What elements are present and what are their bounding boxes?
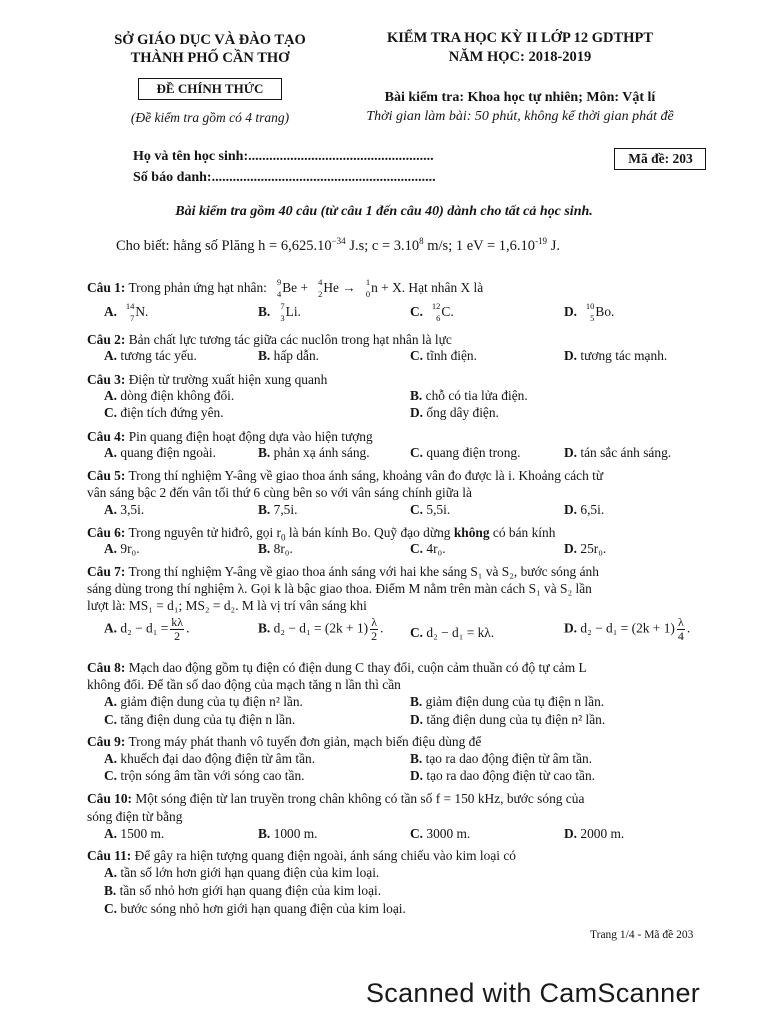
he-nucleus-numbers: 4 2 (318, 277, 323, 299)
q10-option-a[interactable]: A. 1500 m. (104, 826, 165, 841)
question-6: Câu 6: Trong nguyên tử hiđrô, gọi $r_0$ là bán kính Bo. Quỹ đạo dừng không có bán kính (87, 525, 556, 543)
question-7: Câu 7: Trong thí nghiệm Y-âng về giao thoa ánh sáng với hai khe sáng S₁ và S₂, bước sóng ánh (87, 564, 599, 579)
q5-option-a[interactable]: A. 3,5i. (104, 502, 145, 517)
be-symbol: Be (282, 280, 298, 295)
q5-option-c[interactable]: C. 5,5i. (410, 502, 451, 517)
c-exponent: 8 (419, 236, 424, 247)
q2-option-b[interactable]: B. hấp dẫn. (258, 348, 320, 363)
q5-option-b[interactable]: B. 7,5i. (258, 502, 298, 517)
q4-option-b[interactable]: B. phản xạ ánh sáng. (258, 445, 370, 460)
dept-line-2: THÀNH PHỐ CẦN THƠ (130, 50, 290, 66)
question-5-line-2: vân sáng bậc 2 đến vân tối thứ 6 cùng bên so với vân sáng chính giữa là (87, 485, 472, 500)
q4-option-d[interactable]: D. tán sắc ánh sáng. (564, 445, 672, 460)
q1-reaction-tail: n + X. Hạt nhân X là (371, 280, 484, 295)
q11-option-a[interactable]: A. tần số lớn hơn giới hạn quang điện của kim loại. (104, 865, 380, 880)
question-5: Câu 5: Trong thí nghiệm Y-âng về giao thoa ánh sáng, khoảng vân đo được là i. Khoảng cách từ (87, 468, 604, 483)
q7-option-a[interactable]: A. d₂ − d₁ = $\frac{k\lambda}{2}$ . (104, 615, 190, 643)
q9-option-c[interactable]: C. trộn sóng âm tần với sóng cao tần. (104, 768, 305, 783)
constants-lead: Cho biết: hằng số Plăng h = 6,625.10 (116, 238, 332, 254)
be-nucleus-numbers: 9 4 (276, 277, 282, 299)
q2-option-c[interactable]: C. tĩnh điện. (410, 348, 477, 363)
q6-option-c[interactable]: C. 4r₀. (410, 541, 446, 556)
question-4: Câu 4: Pin quang điện hoạt động dựa vào hiện tượng (87, 429, 373, 444)
q1-text: Trong phản ứng hạt nhân: (128, 280, 267, 295)
exam-title: KIỂM TRA HỌC KỲ II LỚP 12 GDTHPT (386, 30, 653, 46)
q9-option-a[interactable]: A. khuếch đại dao động điện từ âm tần. (104, 751, 316, 766)
q1-label: Câu 1: (87, 280, 126, 295)
question-8: Câu 8: Mạch dao động gồm tụ điện có điện dung C thay đổi, cuộn cảm thuần có độ tự cảm L (87, 660, 587, 675)
question-3: Câu 3: Điện từ trường xuất hiện xung quanh (87, 372, 328, 387)
constants-line (116, 238, 560, 255)
question-11: Câu 11: Để gây ra hiện tượng quang điện ngoài, ánh sáng chiếu vào kim loại có (87, 848, 516, 863)
ev-exponent: -19 (535, 236, 548, 247)
h-exponent: −34 (331, 236, 346, 247)
constants-tail: J. (547, 238, 560, 254)
q3-option-b[interactable]: B. chỗ có tia lửa điện. (410, 388, 528, 403)
question-8-line-2: không đổi. Để tần số dao động của mạch tăng n lần thì cần (87, 677, 401, 692)
q9-option-d[interactable]: D. tạo ra dao động điện từ cao tần. (410, 768, 596, 783)
he-symbol: He (323, 280, 340, 295)
question-10: Câu 10: Một sóng điện từ lan truyền trong chân không có tần số f = 150 kHz, bước sóng của (87, 791, 585, 806)
official-label: ĐỀ CHÍNH THỨC (156, 81, 264, 96)
q8-option-b[interactable]: B. giảm điện dung của tụ điện n lần. (410, 694, 605, 709)
q8-option-c[interactable]: C. tăng điện dung của tụ điện n lần. (104, 712, 296, 727)
q7-option-d[interactable]: D. d₂ − d₁ = (2k + 1) $\frac{\lambda}{4}$ . (564, 615, 691, 643)
q7-option-b[interactable]: B. d₂ − d₁ = (2k + 1) $\frac{\lambda}{2}$ . (258, 615, 384, 643)
question-7-line-3: lượt là: MS₁ = d₁; MS₂ = d₂. M là vị trí vân sáng khi (87, 598, 367, 613)
q9-option-b[interactable]: B. tạo ra dao động điện từ âm tần. (410, 751, 593, 766)
q1-option-d[interactable]: D. 10 5 Bo. (564, 301, 615, 323)
exam-code: Mã đề: 203 (628, 151, 693, 166)
school-year: NĂM HỌC: 2018-2019 (448, 49, 592, 65)
q7-option-c[interactable]: C. d₂ − d₁ = kλ. (410, 625, 495, 640)
q3-option-d[interactable]: D. ống dây điện. (410, 405, 499, 420)
subject-line: Bài kiểm tra: Khoa học tự nhiên; Môn: Vật lí (384, 90, 656, 105)
q10-option-c[interactable]: C. 3000 m. (410, 826, 471, 841)
plus-sign: + (300, 280, 309, 295)
q5-option-d[interactable]: D. 6,5i. (564, 502, 605, 517)
arrow-icon: → (342, 280, 356, 295)
constants-mid-2: m/s; 1 eV = 1,6.10 (423, 238, 536, 254)
camscanner-watermark: Scanned with CamScanner (366, 978, 701, 1008)
dept-line-1: SỞ GIÁO DỤC VÀ ĐÀO TẠO (114, 32, 306, 48)
q8-option-d[interactable]: D. tăng điện dung của tụ điện n² lần. (410, 712, 606, 727)
q11-option-c[interactable]: C. bước sóng nhỏ hơn giới hạn quang điện của kim loại. (104, 901, 406, 916)
q3-option-c[interactable]: C. điện tích đứng yên. (104, 405, 224, 420)
question-7-line-2: sáng dùng trong thí nghiệm λ. Gọi k là bậc giao thoa. Điểm M nằm trên màn cách S₁ và S₂ lần (87, 581, 592, 596)
question-1 (87, 277, 484, 299)
q6-option-b[interactable]: B. 8r₀. (258, 541, 293, 556)
q1-option-b[interactable]: B. 7 3 Li. (258, 301, 301, 323)
q1-option-c[interactable]: C. 12 6 C. (410, 301, 454, 323)
q2-option-d[interactable]: D. tương tác mạnh. (564, 348, 668, 363)
q10-option-b[interactable]: B. 1000 m. (258, 826, 318, 841)
q1-option-a[interactable]: A. 14 7 N. (104, 301, 149, 323)
neutron-numbers: 1 0 (365, 277, 371, 299)
q3-option-a[interactable]: A. dòng điện không đổi. (104, 388, 235, 403)
page-count-note: (Đề kiểm tra gồm có 4 trang) (130, 110, 290, 125)
q4-option-a[interactable]: A. quang điện ngoài. (104, 445, 216, 460)
q6-option-d[interactable]: D. 25r₀. (564, 541, 607, 556)
question-2: Câu 2: Bản chất lực tương tác giữa các nuclôn trong hạt nhân là lực (87, 332, 452, 347)
q4-option-c[interactable]: C. quang điện trong. (410, 445, 521, 460)
candidate-number-label: Số báo danh:................................................................ (133, 170, 436, 185)
q11-option-b[interactable]: B. tần số nhỏ hơn giới hạn quang điện của kim loại. (104, 883, 382, 898)
q8-option-a[interactable]: A. giảm điện dung của tụ điện n² lần. (104, 694, 303, 709)
question-9: Câu 9: Trong máy phát thanh vô tuyến đơn giản, mạch biến điệu dùng để (87, 734, 482, 749)
q2-option-a[interactable]: A. tương tác yếu. (104, 348, 197, 363)
q10-option-d[interactable]: D. 2000 m. (564, 826, 625, 841)
constants-mid-1: J.s; c = 3.10 (345, 238, 420, 254)
question-10-line-2: sóng điện từ bằng (87, 809, 183, 824)
intro-line: Bài kiểm tra gồm 40 câu (từ câu 1 đến câu 40) dành cho tất cả học sinh. (175, 204, 593, 219)
student-name-label: Họ và tên học sinh:..................................................... (133, 149, 434, 164)
page-footer: Trang 1/4 - Mã đề 203 (590, 929, 694, 941)
time-line: Thời gian làm bài: 50 phút, không kể thời gian phát đề (366, 109, 674, 124)
q6-option-a[interactable]: A. 9r₀. (104, 541, 140, 556)
